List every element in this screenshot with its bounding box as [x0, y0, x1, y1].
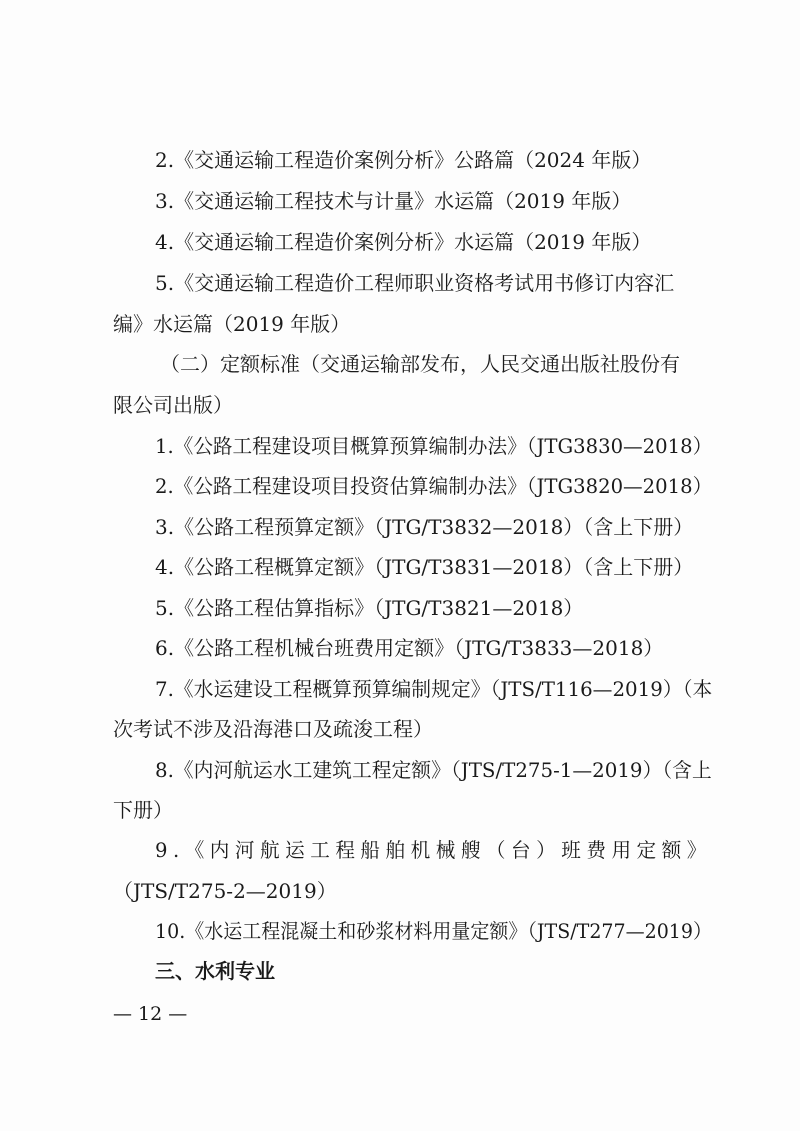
list-item: 4.《交通运输工程造价案例分析》水运篇（2019 年版） — [155, 230, 652, 254]
list-item: 5.《交通运输工程造价工程师职业资格考试用书修订内容汇 — [155, 271, 675, 295]
list-item: 8.《内河航运水工建筑工程定额》（JTS/T275-1—2019）（含上 — [155, 758, 712, 782]
list-item: 3.《交通运输工程技术与计量》水运篇（2019 年版） — [155, 189, 632, 213]
list-item: 2.《交通运输工程造价案例分析》公路篇（2024 年版） — [155, 148, 652, 172]
page-number: — 12 — — [113, 1003, 188, 1025]
section-subheading-continuation: 限公司出版） — [113, 393, 233, 417]
list-item-continuation: （JTS/T275-2—2019） — [113, 879, 337, 903]
list-item: 2.《公路工程建设项目投资估算编制办法》（JTG3820—2018） — [155, 474, 713, 498]
list-item: 10.《水运工程混凝土和砂浆材料用量定额》（JTS/T277—2019） — [155, 919, 713, 943]
list-item: 9.《内河航运工程船舶机械艘（台）班费用定额》 — [155, 838, 712, 862]
list-item-continuation: 下册） — [113, 798, 173, 822]
list-item: 6.《公路工程机械台班费用定额》（JTG/T3833—2018） — [155, 636, 664, 660]
list-item: 3.《公路工程预算定额》（JTG/T3832—2018）（含上下册） — [155, 515, 694, 539]
list-item: 1.《公路工程建设项目概算预算编制办法》（JTG3830—2018） — [155, 434, 713, 458]
list-item: 7.《水运建设工程概算预算编制规定》（JTS/T116—2019）（本 — [155, 677, 713, 701]
list-item: 5.《公路工程估算指标》（JTG/T3821—2018） — [155, 596, 584, 620]
section-subheading: （二）定额标准（交通运输部发布，人民交通出版社股份有 — [160, 352, 680, 376]
list-item-continuation: 编》水运篇（2019 年版） — [113, 312, 351, 336]
section-heading: 三、水利专业 — [155, 959, 275, 983]
list-item: 4.《公路工程概算定额》（JTG/T3831—2018）（含上下册） — [155, 555, 694, 579]
list-item-continuation: 次考试不涉及沿海港口及疏浚工程） — [113, 717, 433, 741]
